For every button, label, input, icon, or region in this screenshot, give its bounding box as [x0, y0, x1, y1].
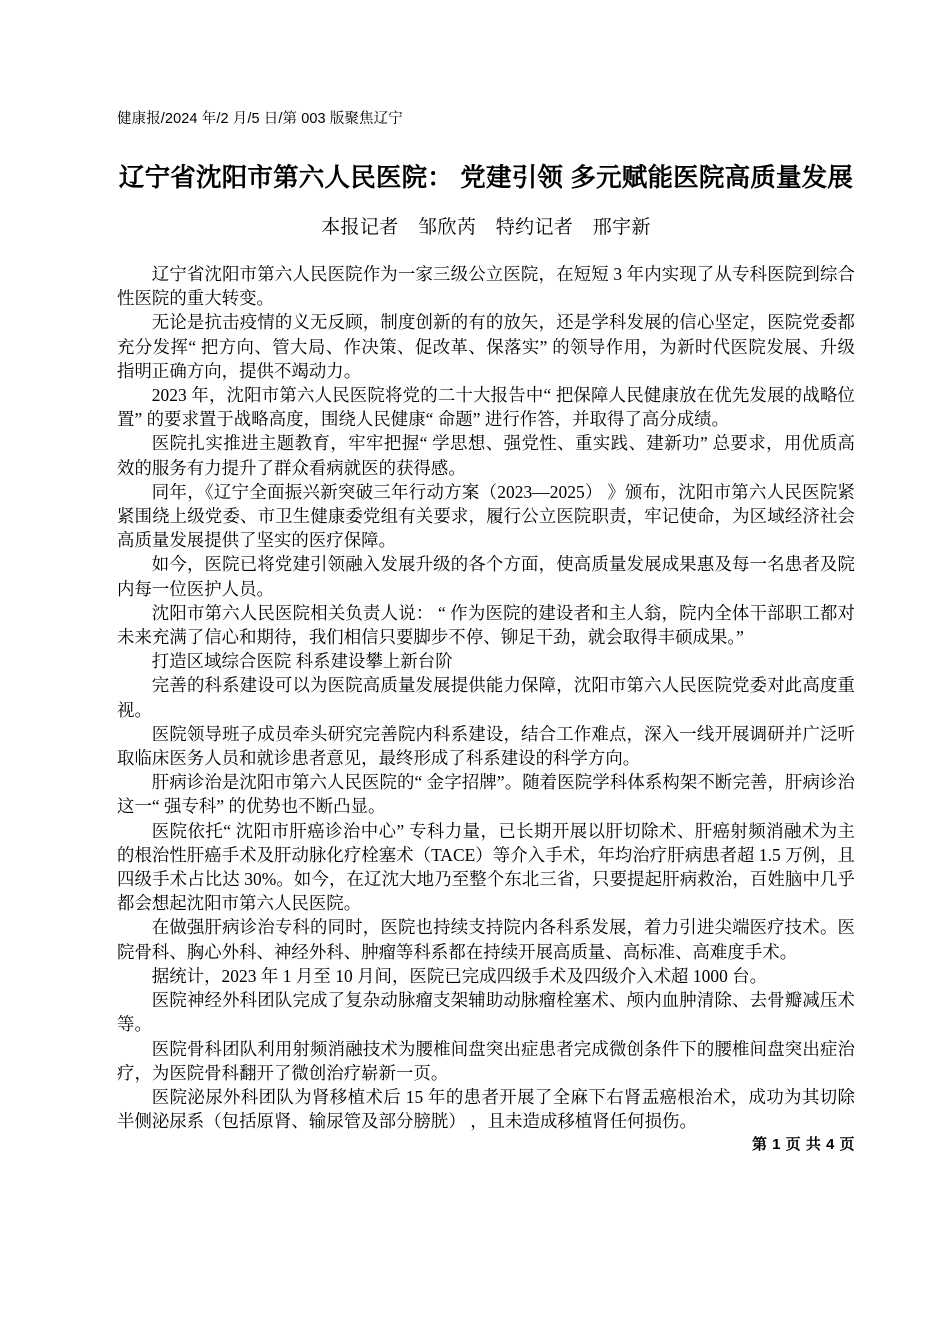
article-byline: 本报记者 邹欣芮 特约记者 邢宇新 [321, 217, 651, 238]
body-paragraph: 2023 年，沈阳市第六人民医院将党的二十大报告中“ 把保障人民健康放在优先发展的战略位置” 的要求置于战略高度，围绕人民健康“ 命题” 进行作答，并取得了高分成绩。 [117, 385, 855, 430]
body-paragraph: 如今，医院已将党建引领融入发展升级的各个方面，使高质量发展成果惠及每一名患者及院内每一位医护人员。 [117, 554, 855, 599]
body-paragraph: 肝病诊治是沈阳市第六人民医院的“ 金字招牌”。随着医院学科体系构架不断完善，肝病诊治这一“ 强专科” 的优势也不断凸显。 [117, 772, 855, 817]
document-content [117, 108, 855, 1133]
body-paragraph: 同年，《辽宁全面振兴新突破三年行动方案（2023—2025） 》颁布，沈阳市第六人民医院紧紧围绕上级党委、市卫生健康委党组有关要求，履行公立医院职责，牢记使命，为区域经济社会高质量发展提供了坚实的医疗保障。 [117, 481, 855, 551]
body-paragraph: 医院神经外科团队完成了复杂动脉瘤支架辅助动脉瘤栓塞术、颅内血肿清除、去骨瓣减压术等。 [117, 990, 855, 1035]
publication-source-line: 健康报/2024 年/2 月/5 日/第 003 版聚焦辽宁 [117, 111, 403, 127]
article-body [117, 262, 855, 1133]
body-paragraph: 无论是抗击疫情的义无反顾，制度创新的有的放矢，还是学科发展的信心坚定，医院党委都充分发挥“ 把方向、管大局、作决策、促改革、保落实” 的领导作用，为新时代医院发展、升级指明正确方向，提供不竭动力。 [117, 312, 855, 381]
body-paragraph: 沈阳市第六人民医院相关负责人说： “ 作为医院的建设者和主人翁，院内全体干部职工都对未来充满了信心和期待，我们相信只要脚步不停、铆足干劲，就会取得丰硕成果。” [117, 602, 855, 648]
section-heading: 打造区域综合医院 科系建设攀上新台阶 [151, 651, 453, 672]
body-paragraph: 辽宁省沈阳市第六人民医院作为一家三级公立医院，在短短 3 年内实现了从专科医院到综合性医院的重大转变。 [117, 264, 855, 309]
page-footer: 第 1 页 共 4 页 [751, 1136, 855, 1153]
body-paragraph: 医院骨科团队利用射频消融技术为腰椎间盘突出症患者完成微创条件下的腰椎间盘突出症治疗，为医院骨科翻开了微创治疗崭新一页。 [117, 1038, 855, 1083]
article-headline: 辽宁省沈阳市第六人民医院： 党建引领 多元赋能医院高质量发展 [118, 164, 854, 192]
body-paragraph: 医院领导班子成员牵头研究完善院内科系建设，结合工作难点，深入一线开展调研并广泛听取临床医务人员和就诊患者意见，最终形成了科系建设的科学方向。 [117, 723, 855, 769]
body-paragraph: 在做强肝病诊治专科的同时，医院也持续支持院内各科系发展，着力引进尖端医疗技术。医院骨科、胸心外科、神经外科、肿瘤等科系都在持续开展高质量、高标准、高难度手术。 [117, 917, 855, 962]
body-paragraph: 医院依托“ 沈阳市肝癌诊治中心” 专科力量，已长期开展以肝切除术、肝癌射频消融术为主的根治性肝癌手术及肝动脉化疗栓塞术（TACE）等介入手术，年均治疗肝病患者超 1.5 万例，且四级手术占比达 30%。如今，在辽沈大地乃至整个东北三省，只要提起肝病救治，百姓脑中几乎都会想起沈阳市第六人民医院。 [117, 820, 855, 914]
body-paragraph: 完善的科系建设可以为医院高质量发展提供能力保障，沈阳市第六人民医院党委对此高度重视。 [117, 675, 855, 720]
body-paragraph: 医院扎实推进主题教育，牢牢把握“ 学思想、强党性、重实践、建新功” 总要求，用优质高效的服务有力提升了群众看病就医的获得感。 [117, 433, 855, 478]
body-paragraph: 据统计，2023 年 1 月至 10 月间，医院已完成四级手术及四级介入术超 1000 台。 [151, 965, 768, 986]
body-paragraph: 医院泌尿外科团队为肾移植术后 15 年的患者开展了全麻下右肾盂癌根治术，成功为其切除半侧泌尿系（包括原肾、输尿管及部分膀胱） ，且未造成移植肾任何损伤。 [117, 1086, 855, 1132]
